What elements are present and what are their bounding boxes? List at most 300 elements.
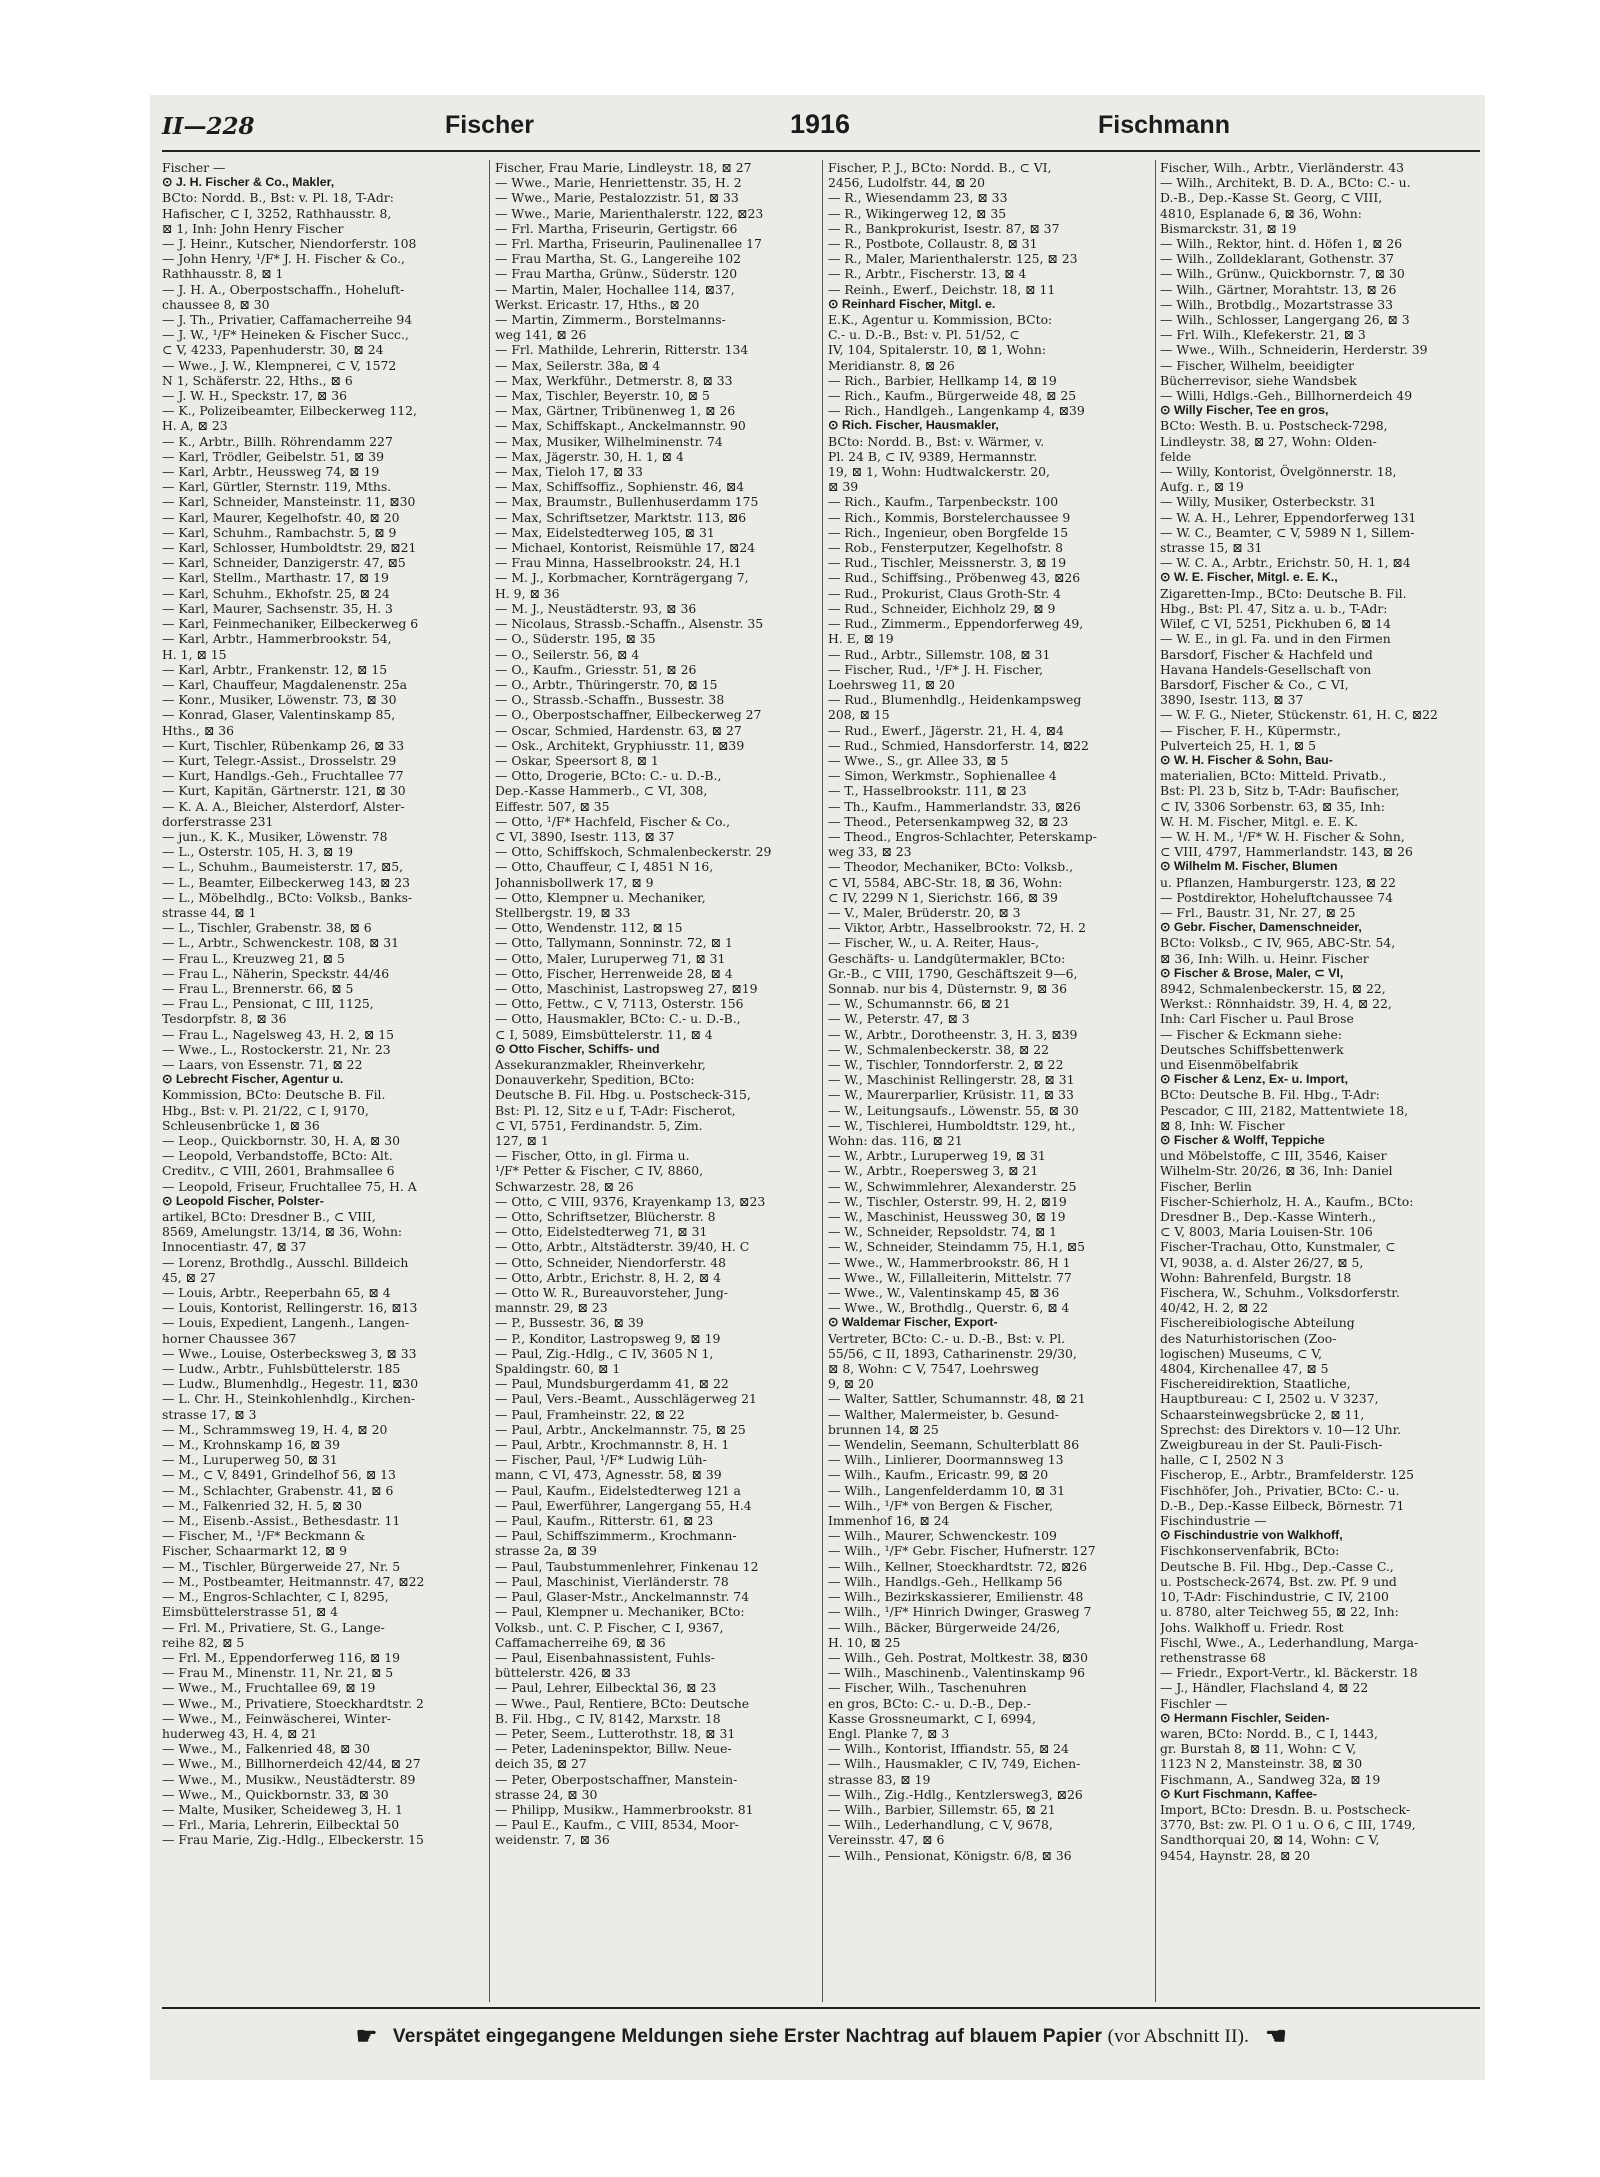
directory-line: — Wilh., Zolldeklarant, Gothenstr. 37 <box>1160 251 1395 267</box>
directory-line: — Karl, Maurer, Sachsenstr. 35, H. 3 <box>162 600 393 616</box>
directory-line: Johannisbollwerk 17, ⊠ 9 <box>495 874 654 890</box>
directory-line: 208, ⊠ 15 <box>828 707 890 723</box>
directory-line: — Max, Schiffsoffiz., Sophienstr. 46, ⊠4 <box>495 479 745 495</box>
directory-line: — M., ⊂ V, 8491, Grindelhof 56, ⊠ 13 <box>162 1467 396 1483</box>
directory-line: Fischer, P. J., BCto: Nordd. B., ⊂ VI, <box>828 160 1052 175</box>
directory-line: strasse 83, ⊠ 19 <box>828 1771 931 1787</box>
directory-line: — L., Möbelhdlg., BCto: Volksb., Banks- <box>162 889 413 905</box>
directory-line: — J., Händler, Flachsland 4, ⊠ 22 <box>1160 1680 1369 1696</box>
directory-line: — Kurt, Telegr.-Assist., Drosselstr. 29 <box>162 752 397 768</box>
directory-line: Wilef, ⊂ VI, 5251, Pickhuben 6, ⊠ 14 <box>1160 616 1391 632</box>
directory-line: Spaldingstr. 60, ⊠ 1 <box>495 1361 621 1377</box>
directory-line: — Rich., Ingenieur, oben Borgfelde 15 <box>828 524 1069 540</box>
directory-line: — Willi, Hdlgs.-Geh., Billhornerdeich 49 <box>1160 388 1413 404</box>
directory-line: — Theod., Petersenkampweg 32, ⊠ 23 <box>828 813 1069 829</box>
directory-line: ¹/F* Petter & Fischer, ⊂ IV, 8860, <box>495 1163 704 1179</box>
directory-line: 8569, Amelungstr. 13/14, ⊠ 36, Wohn: <box>162 1224 403 1240</box>
directory-line: — Wwe., J. W., Klempnerei, ⊂ V, 1572 <box>162 357 397 373</box>
directory-line: — O., Süderstr. 195, ⊠ 35 <box>495 631 656 647</box>
directory-line: — R., Arbtr., Fischerstr. 13, ⊠ 4 <box>828 266 1027 282</box>
directory-line: — Postdirektor, Hoheluftchaussee 74 <box>1160 889 1393 905</box>
directory-line: Havana Handels-Gesellschaft von <box>1160 661 1372 677</box>
directory-line: Tesdorpfstr. 8, ⊠ 36 <box>162 1011 287 1027</box>
directory-line: Hauptbureau: ⊂ I, 2502 u. V 3237, <box>1160 1391 1379 1407</box>
header-year: 1916 <box>790 109 851 139</box>
header-right-name: Fischmann <box>1098 111 1230 139</box>
directory-line: ⊠ 8, Inh: W. Fischer <box>1160 1117 1285 1133</box>
column-divider <box>489 160 490 2002</box>
directory-line: — Karl, Schlosser, Humboldtstr. 29, ⊠21 <box>162 540 417 556</box>
directory-line: — W., Schwimmlehrer, Alexanderstr. 25 <box>828 1178 1077 1194</box>
directory-line: Stellbergstr. 19, ⊠ 33 <box>495 904 631 920</box>
directory-line: ⊙ J. H. Fischer & Co., Makler, <box>162 175 335 190</box>
directory-line: Zweigbureau in der St. Pauli-Fisch- <box>1160 1437 1383 1453</box>
directory-line: mann, ⊂ VI, 473, Agnesstr. 58, ⊠ 39 <box>495 1467 722 1483</box>
directory-line: — Louis, Expedient, Langenh., Langen- <box>162 1315 410 1331</box>
directory-line: — Karl, Schuhm., Ekhofstr. 25, ⊠ 24 <box>162 585 390 601</box>
directory-line: — Walter, Sattler, Schumannstr. 48, ⊠ 21 <box>828 1391 1086 1407</box>
directory-line: — W., Tischlerei, Humboldtstr. 129, ht., <box>828 1117 1076 1133</box>
directory-line: H. E, ⊠ 19 <box>828 631 894 647</box>
directory-line: Fischerop, E., Arbtr., Bramfelderstr. 125 <box>1160 1467 1415 1483</box>
directory-line: 3890, Isestr. 113, ⊠ 37 <box>1160 692 1304 708</box>
directory-line: Sonnab. nur bis 4, Düsternstr. 9, ⊠ 36 <box>828 980 1067 996</box>
directory-line: Pescador, ⊂ III, 2182, Mattentwiete 18, <box>1160 1102 1409 1118</box>
directory-line: Eiffestr. 507, ⊠ 35 <box>495 798 610 814</box>
directory-line: BCto: Deutsche B. Fil. Hbg., T-Adr: <box>1160 1087 1380 1103</box>
directory-line: ⊙ Hermann Fischler, Seiden- <box>1160 1710 1330 1725</box>
directory-line: — Frl. M., Eppendorferweg 116, ⊠ 19 <box>162 1649 400 1665</box>
directory-line: logischen) Museums, ⊂ V, <box>1160 1345 1323 1361</box>
directory-line: — Kurt, Handlgs.-Geh., Fruchtallee 77 <box>162 768 404 784</box>
directory-line: ⊂ I, 5089, Eimsbüttelerstr. 11, ⊠ 4 <box>495 1026 713 1042</box>
directory-line: — Max, Musiker, Wilhelminenstr. 74 <box>495 433 723 449</box>
directory-line: — Philipp, Musikw., Hammerbrookstr. 81 <box>495 1801 754 1817</box>
directory-line: H. 1, ⊠ 15 <box>162 646 227 662</box>
footer-notice <box>162 2017 1480 2057</box>
directory-line: ⊙ Fischer & Brose, Maler, ⊂ VI, <box>1160 965 1344 980</box>
directory-line: — W., Arbtr., Luruperweg 19, ⊠ 31 <box>828 1148 1046 1164</box>
directory-line: — Rud., Tischler, Meissnerstr. 3, ⊠ 19 <box>828 555 1067 571</box>
directory-line: — Wilh., Zig.-Hdlg., Kentzlersweg3, ⊠26 <box>828 1786 1083 1802</box>
directory-line: — W., Arbtr., Roepersweg 3, ⊠ 21 <box>828 1163 1039 1179</box>
directory-line: Assekuranzmakler, Rheinverkehr, <box>495 1056 706 1072</box>
directory-line: ⊙ W. H. Fischer & Sohn, Bau- <box>1160 752 1333 767</box>
directory-line: — Rud., Blumenhdlg., Heidenkampsweg <box>828 692 1082 708</box>
directory-line: ⊙ Lebrecht Fischer, Agentur u. <box>162 1072 344 1087</box>
directory-line: Loehrsweg 11, ⊠ 20 <box>828 676 955 692</box>
directory-line: — O., Oberpostschaffner, Eilbeckerweg 27 <box>495 707 762 723</box>
directory-line: — Wilh., ¹/F* Gebr. Fischer, Hufnerstr. 127 <box>828 1543 1096 1559</box>
directory-line: Deutsche B. Fil. Hbg., Dep.-Casse C., <box>1160 1558 1394 1574</box>
directory-line: Fischer-Schierholz, H. A., Kaufm., BCto: <box>1160 1193 1414 1209</box>
directory-line: — Leopold, Friseur, Fruchtallee 75, H. A <box>162 1178 417 1194</box>
directory-line: huderweg 43, H. 4, ⊠ 21 <box>162 1725 318 1741</box>
directory-line: N 1, Schäferstr. 22, Hths., ⊠ 6 <box>162 372 353 388</box>
directory-line: — Theod., Engros-Schlachter, Peterskamp- <box>828 828 1097 844</box>
directory-line: — Martin, Maler, Hochallee 114, ⊠37, <box>495 281 735 297</box>
directory-page <box>150 95 1485 2080</box>
directory-line: Vertreter, BCto: C.- u. D.-B., Bst: v. Pl. <box>828 1330 1066 1346</box>
directory-line: — Viktor, Arbtr., Hasselbrookstr. 72, H. 2 <box>828 920 1087 936</box>
directory-line: Pl. 24 B, ⊂ IV, 9389, Hermannstr. <box>828 448 1038 464</box>
directory-line: ⊙ Fischer & Wolff, Teppiche <box>1160 1133 1325 1147</box>
directory-line: C.- u. D.-B., Bst: v. Pl. 51/52, ⊂ <box>828 327 1020 343</box>
directory-line: — L., Osterstr. 105, H. 3, ⊠ 19 <box>162 844 353 860</box>
directory-line: Werkst. Ericastr. 17, Hths., ⊠ 20 <box>495 296 700 312</box>
directory-line: — Frau L., Näherin, Speckstr. 44/46 <box>162 965 390 981</box>
directory-line: — Karl, Stellm., Marthastr. 17, ⊠ 19 <box>162 570 389 586</box>
directory-line: — Wilh., Kontorist, Iffiandstr. 55, ⊠ 24 <box>828 1741 1069 1757</box>
pointing-hand-icon: ☛ <box>1264 2023 1287 2050</box>
directory-line: — Rud., Zimmerm., Eppendorferweg 49, <box>828 616 1084 632</box>
directory-line: Fischler — <box>1160 1695 1228 1711</box>
directory-line: — Frl. Mathilde, Lehrerin, Ritterstr. 134 <box>495 342 749 358</box>
directory-line: — Fischer, W., u. A. Reiter, Haus-, <box>828 935 1040 951</box>
directory-line: strasse 15, ⊠ 31 <box>1160 540 1263 556</box>
directory-line: — Leop., Quickbornstr. 30, H. A, ⊠ 30 <box>162 1133 400 1148</box>
directory-line: — Rich., Kommis, Borstelerchaussee 9 <box>828 509 1071 525</box>
directory-line: — Wilh., Bäcker, Bürgerweide 24/26, <box>828 1619 1061 1635</box>
directory-line: — Otto, Klempner u. Mechaniker, <box>495 889 706 905</box>
directory-line: — Oscar, Schmied, Hardenstr. 63, ⊠ 27 <box>495 722 742 738</box>
directory-line: — Max, Eidelstedterweg 105, ⊠ 31 <box>495 524 715 540</box>
directory-line: — Wilh., Pensionat, Königstr. 6/8, ⊠ 36 <box>828 1847 1072 1863</box>
directory-line: — K., Arbtr., Billh. Röhrendamm 227 <box>162 433 393 449</box>
directory-line: Aufg. r., ⊠ 19 <box>1160 479 1244 495</box>
directory-line: — Paul, Schiffszimmerm., Krochmann- <box>495 1528 737 1544</box>
directory-line: — J. Th., Privatier, Caffamacherreihe 94 <box>162 312 413 328</box>
directory-line: — O., Kaufm., Griesstr. 51, ⊠ 26 <box>495 661 697 677</box>
directory-line: — Rob., Fensterputzer, Kegelhofstr. 8 <box>828 540 1064 556</box>
directory-line: — Wwe., M., Feinwäscherei, Winter- <box>162 1710 392 1726</box>
directory-line: 3770, Bst: zw. Pl. O 1 u. O 6, ⊂ III, 1749, <box>1160 1817 1416 1833</box>
directory-line: — Paul, Arbtr., Krochmannstr. 8, H. 1 <box>495 1437 730 1453</box>
directory-line: — Wwe., L., Rostockerstr. 21, Nr. 23 <box>162 1041 391 1057</box>
directory-line: ⊂ IV, 3306 Sorbenstr. 63, ⊠ 35, Inh: <box>1160 798 1385 814</box>
directory-line: Fischhöfer, Joh., Privatier, BCto: C.- u. <box>1160 1482 1400 1498</box>
directory-line: — Wwe., M., Quickbornstr. 33, ⊠ 30 <box>162 1786 389 1802</box>
directory-line: — Wwe., M., Billhornerdeich 42/44, ⊠ 27 <box>162 1756 421 1772</box>
directory-line: — L., Arbtr., Schwenckestr. 108, ⊠ 31 <box>162 935 400 951</box>
directory-line: Fischer, Berlin <box>1160 1178 1252 1194</box>
directory-line: strasse 2a, ⊠ 39 <box>495 1543 597 1559</box>
directory-line: Pulverteich 25, H. 1, ⊠ 5 <box>1160 737 1316 753</box>
directory-line: Kasse Grossneumarkt, ⊂ I, 6994, <box>828 1710 1036 1726</box>
directory-line: — W., Peterstr. 47, ⊠ 3 <box>828 1011 970 1027</box>
directory-line: — Max, Tischler, Beyerstr. 10, ⊠ 5 <box>495 388 710 404</box>
directory-line: ⊙ Fischer & Lenz, Ex- u. Import, <box>1160 1072 1349 1087</box>
directory-line: — Paul, Maschinist, Vierländerstr. 78 <box>495 1573 729 1589</box>
directory-line: — Ludw., Blumenhdlg., Hegestr. 11, ⊠30 <box>162 1376 419 1392</box>
directory-line: — W., Arbtr., Dorotheenstr. 3, H. 3, ⊠39 <box>828 1026 1078 1042</box>
directory-line: — Wilh., ¹/F* Hinrich Dwinger, Grasweg 7 <box>828 1604 1092 1620</box>
directory-line: — Wilh., Langenfelderdamm 10, ⊠ 31 <box>828 1482 1065 1498</box>
directory-line: ⊂ VI, 5584, ABC-Str. 18, ⊠ 36, Wohn: <box>828 874 1063 890</box>
column-4 <box>1160 160 1480 2002</box>
directory-line: — Fischer, Wilhelm, beeidigter <box>1160 357 1354 373</box>
directory-line: Hths., ⊠ 36 <box>162 722 235 738</box>
directory-line: — Wilh., Bezirkskassierer, Emilienstr. 48 <box>828 1589 1084 1605</box>
page-header <box>150 109 1485 149</box>
directory-line: — Wilh., Lederhandlung, ⊂ V, 9678, <box>828 1817 1053 1833</box>
directory-line: — Wilh., ¹/F* von Bergen & Fischer, <box>828 1497 1054 1513</box>
directory-line: — Otto, ¹/F* Hachfeld, Fischer & Co., <box>495 813 731 829</box>
directory-line: D.-B., Dep.-Kasse Eilbeck, Börnestr. 71 <box>1160 1497 1405 1513</box>
directory-line: — Konrad, Glaser, Valentinskamp 85, <box>162 707 396 723</box>
directory-line: — Max, Braumstr., Bullenhuserdamm 175 <box>495 494 759 510</box>
directory-line: — Martin, Zimmerm., Borstelmanns- <box>495 312 726 328</box>
directory-line: halle, ⊂ I, 2502 N 3 <box>1160 1452 1284 1468</box>
directory-line: deich 35, ⊠ 27 <box>495 1756 587 1772</box>
directory-line: — Frl. Wilh., Klefekerstr. 21, ⊠ 3 <box>1160 327 1366 343</box>
directory-line: — Reinh., Ewerf., Deichstr. 18, ⊠ 11 <box>828 281 1056 297</box>
directory-line: ⊙ Otto Fischer, Schiffs- und <box>495 1041 660 1056</box>
directory-line: — Karl, Arbtr., Heussweg 74, ⊠ 19 <box>162 464 380 480</box>
directory-line: — Karl, Gürtler, Sternstr. 119, Mths. <box>162 479 392 495</box>
directory-line: — Kurt, Tischler, Rübenkamp 26, ⊠ 33 <box>162 737 405 753</box>
directory-line: ⊂ VI, 3890, Isestr. 113, ⊠ 37 <box>495 828 675 844</box>
directory-line: — Karl, Feinmechaniker, Eilbeckerweg 6 <box>162 616 419 632</box>
directory-line: — Fischer, M., ¹/F* Beckmann & <box>162 1528 366 1544</box>
directory-line: — W., Maurerparlier, Krüsistr. 11, ⊠ 33 <box>828 1087 1074 1103</box>
directory-line: ⊂ VIII, 4797, Hammerlandstr. 143, ⊠ 26 <box>1160 844 1413 860</box>
directory-line: — Wwe., W., Hammerbrookstr. 86, H 1 <box>828 1254 1071 1270</box>
directory-line: 55/56, ⊂ II, 1893, Catharinenstr. 29/30, <box>828 1345 1077 1361</box>
directory-line: — Leopold, Verbandstoffe, BCto: Alt. <box>162 1148 393 1164</box>
directory-line: — Peter, Ladeninspektor, Billw. Neue- <box>495 1741 732 1757</box>
directory-line: materialien, BCto: Mitteld. Privatb., <box>1160 768 1387 784</box>
directory-line: horner Chaussee 367 <box>162 1330 297 1346</box>
directory-line: — Wwe., Louise, Osterbecksweg 3, ⊠ 33 <box>162 1345 417 1361</box>
directory-line: brunnen 14, ⊠ 25 <box>828 1421 939 1437</box>
directory-line: — Frl. M., Privatiere, St. G., Lange- <box>162 1619 385 1635</box>
directory-line: — Max, Jägerstr. 30, H. 1, ⊠ 4 <box>495 448 684 464</box>
directory-line: — Paul E., Kaufm., ⊂ VIII, 8534, Moor- <box>495 1817 739 1833</box>
directory-line: — Paul, Mundsburgerdamm 41, ⊠ 22 <box>495 1376 729 1392</box>
directory-line: Fischer, Wilh., Arbtr., Vierländerstr. 43 <box>1160 160 1405 175</box>
directory-line: 9454, Haynstr. 28, ⊠ 20 <box>1160 1847 1311 1863</box>
directory-line: — Otto, Maler, Luruperweg 71, ⊠ 31 <box>495 950 726 966</box>
directory-line: — R., Postbote, Collaustr. 8, ⊠ 31 <box>828 236 1038 252</box>
directory-line: — Peter, Seem., Lutterothstr. 18, ⊠ 31 <box>495 1725 736 1741</box>
directory-line: — Wwe., Marie, Henriettenstr. 35, H. 2 <box>495 175 742 191</box>
directory-line: Bst: Pl. 23 b, Sitz b, T-Adr: Baufischer, <box>1160 783 1400 799</box>
directory-line: Deutsches Schiffsbettenwerk <box>1160 1041 1344 1057</box>
directory-line: — Konr., Musiker, Löwenstr. 73, ⊠ 30 <box>162 692 397 708</box>
directory-line: — J. W. H., Speckstr. 17, ⊠ 36 <box>162 388 347 404</box>
directory-line: Fischindustrie — <box>1160 1513 1267 1529</box>
directory-line: — W. H. M., ¹/F* W. H. Fischer & Sohn, <box>1160 828 1405 844</box>
directory-line: Caffamacherreihe 69, ⊠ 36 <box>495 1634 666 1650</box>
directory-line: — W., Leitungsaufs., Löwenstr. 55, ⊠ 30 <box>828 1102 1079 1118</box>
directory-line: — W., Tischler, Tonndorferstr. 2, ⊠ 22 <box>828 1056 1064 1072</box>
directory-line: — Max, Schriftsetzer, Marktstr. 113, ⊠6 <box>495 509 747 525</box>
directory-line: — Wilh., Hausmakler, ⊂ IV, 749, Eichen- <box>828 1756 1081 1772</box>
directory-line: ⊙ Waldemar Fischer, Export- <box>828 1315 998 1330</box>
directory-line: Dresdner B., Dep.-Kasse Winterh., <box>1160 1209 1377 1225</box>
directory-line: — M., Eisenb.-Assist., Bethesdastr. 11 <box>162 1513 401 1529</box>
directory-line: — Wwe., M., Musikw., Neustädterstr. 89 <box>162 1771 416 1787</box>
directory-line: Sprechst: des Direktors v. 10—12 Uhr. <box>1160 1421 1402 1437</box>
directory-line: — L., Beamter, Eilbeckerweg 143, ⊠ 23 <box>162 874 411 890</box>
directory-line: — Rich., Barbier, Hellkamp 14, ⊠ 19 <box>828 372 1057 388</box>
directory-line: — Max, Seilerstr. 38a, ⊠ 4 <box>495 357 661 373</box>
directory-line: — Frau L., Kreuzweg 21, ⊠ 5 <box>162 950 345 966</box>
directory-line: — Otto, Drogerie, BCto: C.- u. D.-B., <box>495 768 722 784</box>
directory-line: — Louis, Arbtr., Reeperbahn 65, ⊠ 4 <box>162 1285 391 1301</box>
pointing-hand-icon: ☛ <box>355 2023 378 2050</box>
directory-line: reihe 82, ⊠ 5 <box>162 1634 245 1650</box>
directory-line: — M. J., Neustädterstr. 93, ⊠ 36 <box>495 600 697 616</box>
directory-line: Barsdorf, Fischer & Co., ⊂ VI, <box>1160 676 1349 692</box>
directory-line: Fischer — <box>162 160 226 175</box>
directory-line: — W., Schneider, Repsoldstr. 74, ⊠ 1 <box>828 1224 1058 1240</box>
directory-line: — Paul, Vers.-Beamt., Ausschlägerweg 21 <box>495 1391 757 1407</box>
directory-line: — Otto, ⊂ VIII, 9376, Krayenkamp 13, ⊠23 <box>495 1193 766 1209</box>
directory-line: — Wilh., Kaufm., Ericastr. 99, ⊠ 20 <box>828 1467 1049 1483</box>
directory-line: — Rich., Kaufm., Tarpenbeckstr. 100 <box>828 494 1059 510</box>
directory-line: ⊙ Wilhelm M. Fischer, Blumen <box>1160 859 1338 874</box>
directory-line: — Max, Gärtner, Tribünenweg 1, ⊠ 26 <box>495 403 736 419</box>
directory-line: ⊙ Gebr. Fischer, Damenschneider, <box>1160 920 1362 935</box>
directory-line: — Ludw., Arbtr., Fuhlsbüttelerstr. 185 <box>162 1361 401 1377</box>
directory-line: Hbg., Bst: Pl. 47, Sitz a. u. b., T-Adr: <box>1160 600 1388 616</box>
directory-line: büttelerstr. 426, ⊠ 33 <box>495 1665 631 1681</box>
directory-line: 1123 N 2, Mansteinstr. 38, ⊠ 30 <box>1160 1756 1363 1772</box>
directory-line: ⊠ 39 <box>828 479 859 495</box>
directory-line: — W. C., Beamter, ⊂ V, 5989 N 1, Sillem- <box>1160 524 1415 540</box>
directory-line: en gros, BCto: C.- u. D.-B., Dep.- <box>828 1695 1031 1711</box>
directory-line: — Frau M., Minenstr. 11, Nr. 21, ⊠ 5 <box>162 1665 394 1681</box>
directory-line: Werkst.: Rönnhaidstr. 39, H. 4, ⊠ 22, <box>1160 996 1392 1012</box>
footer-text: Verspätet eingegangene Meldungen siehe Erster Nachtrag auf blauem Papier <box>392 2026 1103 2048</box>
directory-line: — Karl, Trödler, Geibelstr. 51, ⊠ 39 <box>162 448 384 464</box>
directory-line: ⊙ Reinhard Fischer, Mitgl. e. <box>828 296 996 311</box>
directory-line: — P., Konditor, Lastropsweg 9, ⊠ 19 <box>495 1330 721 1346</box>
directory-line: — Rud., Ewerf., Jägerstr. 21, H. 4, ⊠4 <box>828 722 1064 738</box>
directory-line: — Wwe., W., Brothdlg., Querstr. 6, ⊠ 4 <box>828 1300 1070 1316</box>
directory-line: W. H. M. Fischer, Mitgl. e. E. K. <box>1160 813 1359 829</box>
directory-line: Dep.-Kasse Hammerb., ⊂ VI, 308, <box>495 783 708 799</box>
directory-line: — O., Seilerstr. 56, ⊠ 4 <box>495 646 640 662</box>
directory-line: Fischer-Trachau, Otto, Kunstmaler, ⊂ <box>1160 1239 1396 1255</box>
directory-line: BCto: Nordd. B., Bst: v. Pl. 18, T-Adr: <box>162 190 394 206</box>
directory-line: — jun., K. K., Musiker, Löwenstr. 78 <box>162 828 388 844</box>
directory-line: 40/42, H. 2, ⊠ 22 <box>1160 1300 1269 1316</box>
directory-line: und Möbelstoffe, ⊂ III, 3546, Kaiser <box>1160 1148 1387 1164</box>
directory-line: — John Henry, ¹/F* J. H. Fischer & Co., <box>162 251 405 267</box>
directory-line: H. 10, ⊠ 25 <box>828 1634 901 1650</box>
directory-line: — Max, Werkführ., Detmerstr. 8, ⊠ 33 <box>495 372 733 388</box>
directory-line: — W., Schmalenbeckerstr. 38, ⊠ 22 <box>828 1041 1050 1057</box>
directory-line: — Wwe., W., Fillalleiterin, Mittelstr. 77 <box>828 1269 1072 1285</box>
directory-line: — Paul, Kaufm., Ritterstr. 61, ⊠ 23 <box>495 1513 714 1529</box>
directory-line: — Paul, Taubstummenlehrer, Finkenau 12 <box>495 1558 759 1574</box>
directory-line: — Fischer, F. H., Küpermstr., <box>1160 722 1341 738</box>
directory-line: weidenstr. 7, ⊠ 36 <box>495 1832 610 1848</box>
directory-line: Fischkonservenfabrik, BCto: <box>1160 1543 1340 1559</box>
directory-line: — Wwe., M., Fruchtallee 69, ⊠ 19 <box>162 1680 376 1696</box>
directory-line: — Willy, Kontorist, Övelgönnerstr. 18, <box>1160 464 1397 480</box>
directory-line: Bismarckstr. 31, ⊠ 19 <box>1160 220 1297 236</box>
directory-line: — W., Schumannstr. 66, ⊠ 21 <box>828 996 1011 1012</box>
directory-line: — Walther, Malermeister, b. Gesund- <box>828 1406 1059 1422</box>
directory-line: Rathhausstr. 8, ⊠ 1 <box>162 266 284 282</box>
directory-line: Wohn: das. 116, ⊠ 21 <box>828 1133 963 1148</box>
directory-line: Hafischer, ⊂ I, 3252, Rathhausstr. 8, <box>162 205 392 221</box>
directory-line: Schwarzestr. 28, ⊠ 26 <box>495 1178 634 1194</box>
directory-line: — Wilh., Brotbdlg., Mozartstrasse 33 <box>1160 296 1393 312</box>
directory-line: ⊙ Leopold Fischer, Polster- <box>162 1193 324 1208</box>
directory-line: — Otto, Wendenstr. 112, ⊠ 15 <box>495 920 683 936</box>
directory-line: — Otto, Schriftsetzer, Blücherstr. 8 <box>495 1209 716 1225</box>
directory-line: 2456, Ludolfstr. 44, ⊠ 20 <box>828 175 986 191</box>
directory-line: Fischmann, A., Sandweg 32a, ⊠ 19 <box>1160 1771 1381 1787</box>
directory-line: rethenstrasse 68 <box>1160 1649 1266 1665</box>
directory-line: strasse 44, ⊠ 1 <box>162 904 257 920</box>
directory-line: artikel, BCto: Dresdner B., ⊂ VIII, <box>162 1209 376 1225</box>
directory-line: Schleusenbrücke 1, ⊠ 36 <box>162 1117 320 1133</box>
directory-line: — Otto, Fettw., ⊂ V, 7113, Osterstr. 156 <box>495 996 744 1012</box>
directory-line: — R., Wiesendamm 23, ⊠ 33 <box>828 190 1008 206</box>
directory-line: — Louis, Kontorist, Rellingerstr. 16, ⊠13 <box>162 1300 418 1316</box>
directory-line: — O., Strassb.-Schaffn., Bussestr. 38 <box>495 692 725 708</box>
directory-line: — W. F. G., Nieter, Stückenstr. 61, H. C, ⊠22 <box>1160 707 1438 723</box>
directory-line: — Otto, Chauffeur, ⊂ I, 4851 N 16, <box>495 859 714 875</box>
directory-line: — K., Polizeibeamter, Eilbeckerweg 112, <box>162 403 417 419</box>
directory-line: — Paul, Glaser-Mstr., Anckelmannstr. 74 <box>495 1589 750 1605</box>
directory-line: Fischer, Frau Marie, Lindleystr. 18, ⊠ 27 <box>495 160 752 175</box>
directory-line: Wilhelm-Str. 20/26, ⊠ 36, Inh: Daniel <box>1160 1163 1393 1179</box>
directory-line: — Frl., Baustr. 31, Nr. 27, ⊠ 25 <box>1160 904 1356 920</box>
directory-line: — L. Chr. H., Steinkohlenhdlg., Kirchen- <box>162 1391 416 1407</box>
directory-line: ⊠ 1, Inh: John Henry Fischer <box>162 220 344 236</box>
directory-line: — Otto, Fischer, Herrenweide 28, ⊠ 4 <box>495 965 733 981</box>
directory-line: — Simon, Werkmstr., Sophienallee 4 <box>828 768 1057 784</box>
directory-line: H. 9, ⊠ 36 <box>495 585 560 601</box>
directory-line: B. Fil. Hbg., ⊂ IV, 8142, Marxstr. 18 <box>495 1710 721 1726</box>
directory-line: Fischereibiologische Abteilung <box>1160 1315 1355 1331</box>
directory-line: — Wwe., W., Valentinskamp 45, ⊠ 36 <box>828 1285 1060 1301</box>
directory-line: — W., Schneider, Steindamm 75, H.1, ⊠5 <box>828 1239 1086 1255</box>
directory-line: — Theodor, Mechaniker, BCto: Volksb., <box>828 859 1074 875</box>
directory-line: Johs. Walkhoff u. Friedr. Rost <box>1160 1619 1344 1635</box>
directory-line: 4804, Kirchenallee 47, ⊠ 5 <box>1160 1361 1329 1377</box>
directory-line: — Frau Martha, St. G., Langereihe 102 <box>495 251 741 267</box>
directory-line: — W. E., in gl. Fa. und in den Firmen <box>1160 631 1391 647</box>
directory-line: — W. C. A., Arbtr., Erichstr. 50, H. 1, ⊠4 <box>1160 555 1411 571</box>
directory-line: — Paul, Ewerführer, Langergang 55, H.4 <box>495 1497 752 1513</box>
directory-line: Bst: Pl. 12, Sitz e u f, T-Adr: Fischerot, <box>495 1102 736 1118</box>
footer-rule <box>162 2007 1480 2009</box>
directory-line: — L., Tischler, Grabenstr. 38, ⊠ 6 <box>162 920 372 936</box>
directory-line: — Wwe., Marie, Pestalozzistr. 51, ⊠ 33 <box>495 190 739 206</box>
directory-line: — Karl, Arbtr., Hammerbrookstr. 54, <box>162 631 392 647</box>
directory-line: — Wilh., Barbier, Sillemstr. 65, ⊠ 21 <box>828 1801 1056 1817</box>
directory-line: — M., Luruperweg 50, ⊠ 31 <box>162 1452 338 1468</box>
directory-line: — Fischer, Paul, ¹/F* Ludwig Lüh- <box>495 1452 707 1468</box>
directory-line: — Willy, Musiker, Osterbeckstr. 31 <box>1160 494 1377 510</box>
directory-line: — Wilh., Architekt, B. D. A., BCto: C.- u. <box>1160 175 1411 191</box>
directory-line: VI, 9038, a. d. Alster 26/27, ⊠ 5, <box>1160 1254 1364 1270</box>
column-1 <box>162 160 482 2002</box>
directory-line: — Rich., Handlgeh., Langenkamp 4, ⊠39 <box>828 403 1085 419</box>
directory-line: ⊙ W. E. Fischer, Mitgl. e. E. K., <box>1160 570 1338 585</box>
directory-line: — Fischer & Eckmann siehe: <box>1160 1026 1342 1042</box>
directory-line: ⊙ Kurt Fischmann, Kaffee- <box>1160 1786 1318 1801</box>
directory-line: Donauverkehr, Spedition, BCto: <box>495 1072 695 1088</box>
